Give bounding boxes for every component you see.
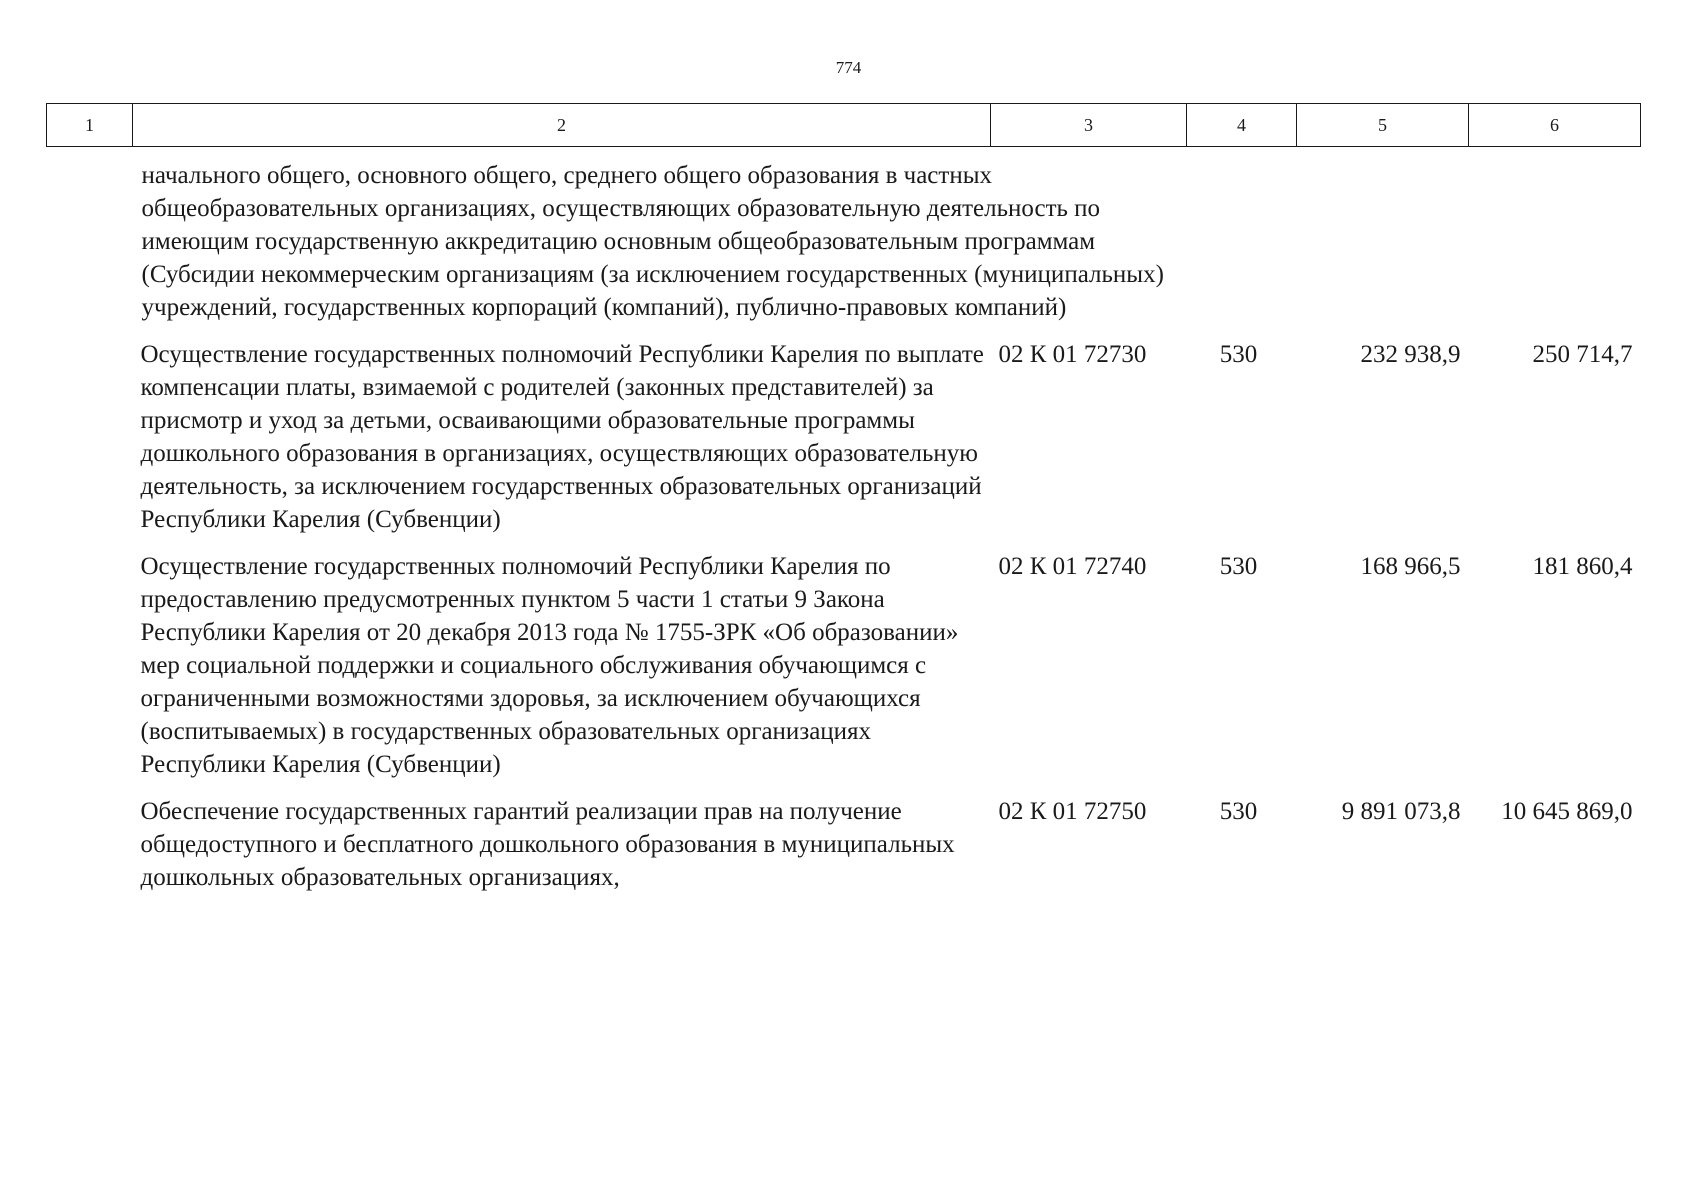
row-code: 02 К 01 72750 <box>998 798 1147 825</box>
page-number: 774 <box>835 58 862 77</box>
row-name: Осуществление государственных полномочий Республики Карелия по выплате компенсации платы, взимаемой с родителей (законных представителей) за присмотр и уход за детьми, осваивающими образовательные программы дошкольного образования в организациях, осуществляющих образовательную деятельность, за исключением государственных образовательных организаций Республики Карелия (Субвенции) <box>140 341 984 533</box>
row-type: 530 <box>1219 553 1258 580</box>
row-amount-1: 232 938,9 <box>1360 341 1461 368</box>
row-type: 530 <box>1219 341 1258 368</box>
row-code: 02 К 01 72740 <box>998 553 1147 580</box>
column-header-5: 5 <box>1297 104 1469 147</box>
table-header-row <box>47 104 1641 147</box>
table-row-continuation <box>47 147 1641 325</box>
column-header-2: 2 <box>133 104 991 147</box>
column-header-3: 3 <box>991 104 1187 147</box>
table-row <box>47 536 1641 781</box>
table-row <box>47 324 1641 536</box>
table-row <box>47 781 1641 894</box>
column-header-4: 4 <box>1187 104 1297 147</box>
row-amount-2: 10 645 869,0 <box>1501 798 1633 825</box>
row-type: 530 <box>1219 798 1258 825</box>
row-name: Осуществление государственных полномочий Республики Карелия по предоставлению предусмотренных пунктом 5 части 1 статьи 9 Закона Республики Карелия от 20 декабря 2013 года № 1755-ЗРК «Об образовании» мер социальной поддержки и социального обслуживания обучающимся с ограниченными возможностями здоровья, за исключением обучающихся (воспитываемых) в государственных образовательных организациях Республики Карелия (Субвенции) <box>140 553 959 778</box>
row-amount-1: 168 966,5 <box>1360 553 1461 580</box>
row-amount-1: 9 891 073,8 <box>1341 798 1461 825</box>
row-code: 02 К 01 72730 <box>998 341 1147 368</box>
column-header-6: 6 <box>1469 104 1641 147</box>
row-name: Обеспечение государственных гарантий реализации прав на получение общедоступного и бесплатного дошкольного образования в муниципальных дошкольных образовательных организациях, <box>140 798 955 891</box>
column-header-1: 1 <box>47 104 133 147</box>
row-amount-2: 250 714,7 <box>1532 341 1633 368</box>
row-amount-2: 181 860,4 <box>1532 553 1633 580</box>
budget-table <box>46 103 1641 894</box>
continuation-text: начального общего, основного общего, среднего общего образования в частных общеобразовательных организациях, осуществляющих образовательную деятельность по имеющим государственную аккредитацию основным общеобразовательным программам (Субсидии некоммерческим организациям (за исключением государственных (муниципальных) учреждений, государственных корпораций (компаний), публично-правовых компаний) <box>141 162 1164 321</box>
